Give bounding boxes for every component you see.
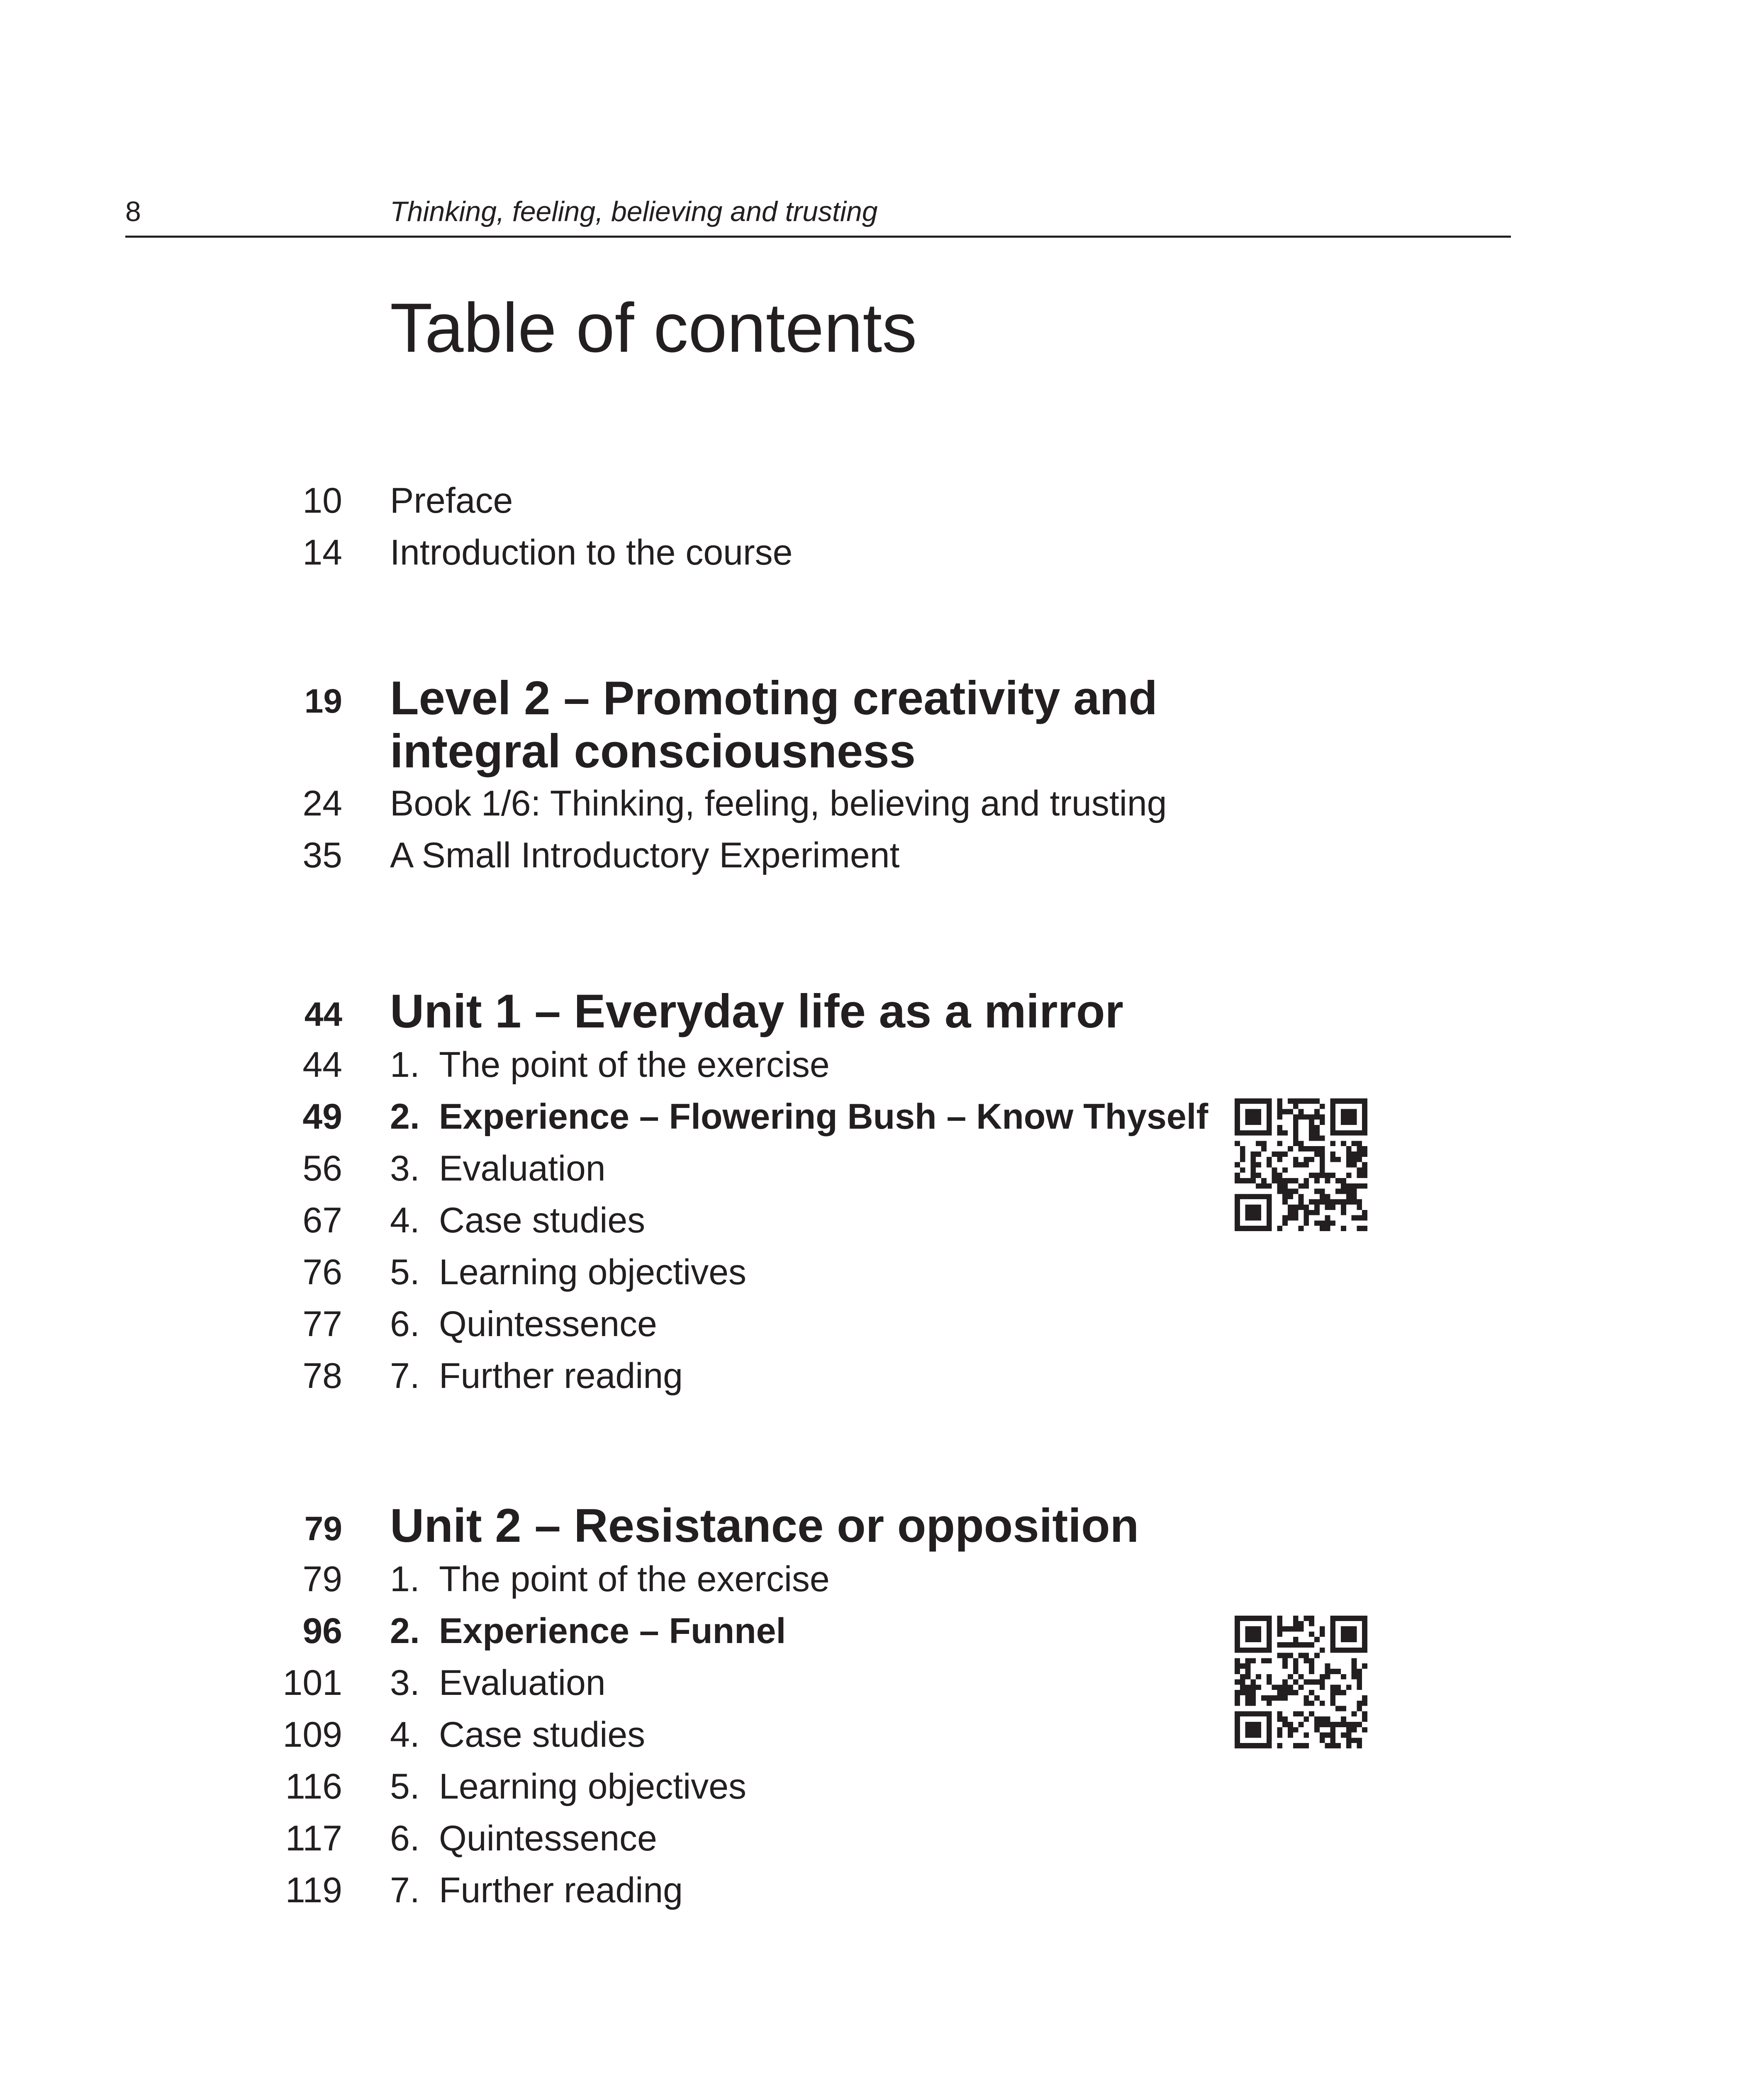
toc-entry[interactable] — [0, 1605, 1764, 1657]
toc-entry[interactable] — [0, 475, 1764, 527]
toc-entry[interactable] — [0, 1813, 1764, 1865]
toc-entry[interactable] — [0, 1657, 1764, 1709]
toc-item-number: 5. — [390, 1252, 420, 1292]
toc-entry-label: Evaluation — [439, 1149, 606, 1188]
toc-heading-label: Unit 2 – Resistance or opposition — [390, 1500, 1139, 1552]
qr-code-graphic — [1235, 1616, 1367, 1748]
toc-entry-label: The point of the exercise — [439, 1559, 830, 1599]
toc-item-number: 2. — [390, 1611, 420, 1651]
toc-entry-label: Experience – Funnel — [439, 1611, 786, 1651]
toc-entry[interactable] — [0, 1709, 1764, 1761]
toc-unit2-section — [0, 1500, 1764, 1916]
toc-item-number: 7. — [390, 1356, 420, 1396]
toc-page-number: 10 — [302, 481, 342, 521]
toc-entry[interactable] — [0, 1091, 1764, 1143]
toc-level-heading[interactable] — [0, 672, 1764, 778]
page-title: Table of contents — [390, 289, 917, 367]
toc-entry[interactable] — [0, 830, 1764, 881]
toc-entry-label: A Small Introductory Experiment — [390, 835, 900, 875]
toc-unit-heading[interactable] — [0, 985, 1764, 1039]
toc-page-number: 24 — [302, 784, 342, 823]
toc-item-number: 7. — [390, 1870, 420, 1910]
toc-entry[interactable] — [0, 527, 1764, 579]
toc-entry-label: Learning objectives — [439, 1767, 747, 1806]
page-header — [0, 0, 1764, 249]
toc-page-number: 77 — [302, 1304, 342, 1344]
toc-item-number: 1. — [390, 1045, 420, 1085]
qr-code-graphic — [1235, 1098, 1367, 1231]
toc-entry[interactable] — [0, 1143, 1764, 1195]
toc-entry-label: Preface — [390, 481, 513, 521]
qr-code-icon[interactable] — [1235, 1098, 1367, 1231]
toc-entry-label: Case studies — [439, 1200, 646, 1240]
toc-item-number: 2. — [390, 1097, 420, 1137]
toc-entry[interactable] — [0, 1350, 1764, 1402]
toc-entry[interactable] — [0, 1761, 1764, 1813]
toc-page-number: 76 — [302, 1252, 342, 1292]
toc-page-number: 44 — [304, 996, 342, 1033]
toc-item-number: 6. — [390, 1818, 420, 1858]
toc-page-number: 96 — [302, 1611, 342, 1651]
toc-page-number: 49 — [302, 1097, 342, 1137]
toc-page-number: 56 — [302, 1149, 342, 1188]
toc-item-number: 1. — [390, 1559, 420, 1599]
toc-page-number: 79 — [302, 1559, 342, 1599]
toc-page-number: 79 — [304, 1510, 342, 1548]
toc-entry-label: Evaluation — [439, 1663, 606, 1703]
toc-front-matter — [0, 475, 1764, 579]
toc-entry-label: Quintessence — [439, 1304, 657, 1344]
toc-page-number: 119 — [285, 1870, 342, 1910]
toc-entry[interactable] — [0, 1195, 1764, 1246]
qr-code-icon[interactable] — [1235, 1616, 1367, 1748]
toc-entry-label: Experience – Flowering Bush – Know Thyself — [439, 1097, 1208, 1137]
toc-page-number: 116 — [285, 1767, 342, 1806]
toc-level-section — [0, 672, 1764, 881]
page-number: 8 — [125, 196, 141, 227]
toc-item-number: 4. — [390, 1200, 420, 1240]
toc-entry[interactable] — [0, 1246, 1764, 1298]
toc-item-number: 5. — [390, 1767, 420, 1806]
toc-entry-label: The point of the exercise — [439, 1045, 830, 1085]
header-rule — [125, 236, 1511, 238]
toc-entry[interactable] — [0, 1298, 1764, 1350]
toc-entry-label: Learning objectives — [439, 1252, 747, 1292]
toc-item-number: 4. — [390, 1715, 420, 1755]
toc-entry[interactable] — [0, 1865, 1764, 1916]
toc-page-number: 44 — [302, 1045, 342, 1085]
toc-entry[interactable] — [0, 1039, 1764, 1091]
toc-item-number: 3. — [390, 1149, 420, 1188]
toc-page-number: 67 — [302, 1200, 342, 1240]
toc-entry-label: Case studies — [439, 1715, 646, 1755]
toc-item-number: 6. — [390, 1304, 420, 1344]
toc-page-number: 19 — [304, 682, 342, 720]
toc-entry-label: Further reading — [439, 1356, 683, 1396]
toc-page-number: 117 — [285, 1818, 342, 1858]
running-title: Thinking, feeling, believing and trusting — [390, 196, 878, 227]
toc-entry[interactable] — [0, 1553, 1764, 1605]
toc-heading-label: Level 2 – Promoting creativity and integral consciousness — [390, 672, 1157, 778]
toc-page-number: 35 — [302, 835, 342, 875]
toc-entry-label: Quintessence — [439, 1818, 657, 1858]
toc-unit-heading[interactable] — [0, 1500, 1764, 1553]
toc-entry-label: Introduction to the course — [390, 533, 793, 572]
toc-page-number: 78 — [302, 1356, 342, 1396]
toc-item-number: 3. — [390, 1663, 420, 1703]
toc-unit1-section — [0, 985, 1764, 1402]
toc-entry-label: Further reading — [439, 1870, 683, 1910]
toc-page-number: 14 — [302, 533, 342, 572]
toc-heading-label: Unit 1 – Everyday life as a mirror — [390, 985, 1123, 1038]
toc-entry[interactable] — [0, 778, 1764, 830]
toc-page-number: 101 — [283, 1663, 342, 1703]
toc-entry-label: Book 1/6: Thinking, feeling, believing and trusting — [390, 784, 1167, 823]
toc-page-number: 109 — [283, 1715, 342, 1755]
